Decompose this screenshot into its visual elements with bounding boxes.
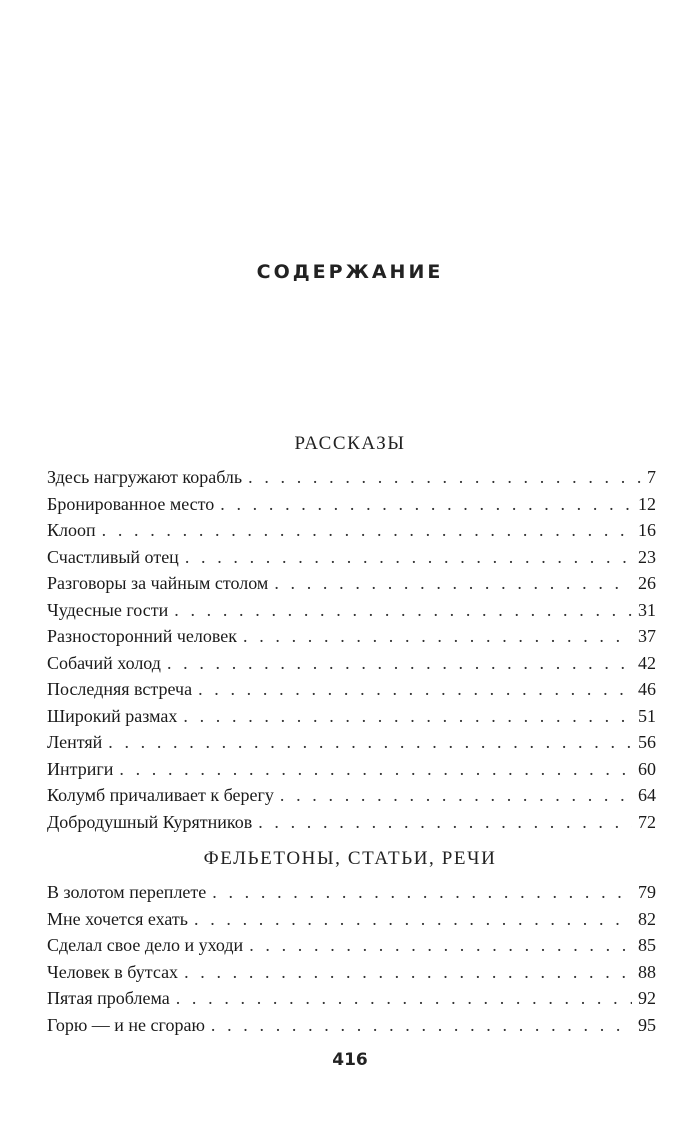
toc-entry-title: В золотом переплете [47,882,207,902]
dot-leader [274,570,632,597]
toc-entry-title: Чудесные гости [47,599,169,620]
toc-entry-title: Горю — и не сгораю [47,1014,205,1035]
toc-entry [47,729,656,756]
dot-leader [176,985,632,1012]
toc-entry-title: Мне хочется ехать [47,908,188,929]
toc-list-feuilletons [47,879,656,1038]
toc-entry [47,782,656,809]
toc-entry-title: Разговоры за чайным столом [47,573,269,593]
section-heading-feuilletons: ФЕЛЬЕТОНЫ, СТАТЬИ, РЕЧИ [203,848,497,869]
toc-entry-title: Человек в бутсах [47,961,179,982]
toc-entry-title: Здесь нагружают корабль [47,467,243,487]
toc-entry-page: 23 [638,546,656,567]
section-heading-stories: РАССКАЗЫ [294,433,406,454]
toc-entry-page: 82 [638,908,656,929]
dot-leader [249,932,632,959]
toc-entry-title: Добродушный Курятников [47,811,253,832]
toc-entry-page: 31 [638,599,656,620]
toc-entry-page: 72 [638,811,656,832]
toc-entry-page: 37 [638,626,656,646]
dot-leader [167,650,632,677]
toc-entry-title: Последняя встреча [47,679,193,699]
dot-leader [119,756,632,783]
toc-entry-page: 64 [638,785,656,805]
toc-entry [47,464,656,491]
toc-entry [47,1012,656,1039]
toc-entry [47,959,656,986]
dot-leader [108,729,632,756]
dot-leader [248,464,641,491]
toc-entry-title: Сделал свое дело и уходи [47,935,244,955]
toc-entry-title: Интриги [47,758,114,779]
toc-entry [47,985,656,1012]
toc-entry [47,932,656,959]
toc-entry-title: Клооп [47,520,96,540]
dot-leader [174,597,632,624]
toc-entry-page: 46 [638,679,656,699]
dot-leader [184,959,632,986]
dot-leader [183,703,632,730]
toc-entry [47,809,656,836]
dot-leader [243,623,632,650]
toc-entry [47,597,656,624]
dot-leader [194,906,632,933]
dot-leader [258,809,632,836]
toc-entry-page: 26 [638,573,656,593]
toc-entry [47,491,656,518]
toc-entry [47,879,656,906]
toc-list-stories [47,464,656,835]
dot-leader [211,1012,632,1039]
toc-entry-page: 42 [638,652,656,673]
toc-entry-title: Счастливый отец [47,546,179,567]
page-title: содержание [256,254,444,285]
toc-entry-page: 56 [638,732,656,752]
toc-entry-page: 51 [638,705,656,726]
toc-entry-title: Пятая проблема [47,988,170,1008]
toc-entry-page: 16 [638,520,656,540]
toc-entry [47,570,656,597]
toc-entry-title: Колумб причаливает к берегу [47,785,274,805]
toc-entry-page: 85 [638,935,656,955]
toc-entry-page: 12 [638,493,656,514]
toc-entry-page: 95 [638,1014,656,1035]
toc-entry [47,623,656,650]
dot-leader [220,491,632,518]
dot-leader [102,517,632,544]
dot-leader [198,676,632,703]
toc-entry-title: Собачий холод [47,652,161,673]
toc-entry [47,544,656,571]
toc-entry [47,703,656,730]
dot-leader [212,879,632,906]
dot-leader [185,544,632,571]
toc-entry-page: 79 [638,882,656,902]
dot-leader [280,782,632,809]
toc-entry-title: Бронированное место [47,493,215,514]
toc-entry [47,756,656,783]
toc-entry [47,676,656,703]
toc-entry-title: Разносторонний человек [47,626,237,646]
toc-entry-page: 60 [638,758,656,779]
toc-entry-title: Широкий размах [47,705,178,726]
toc-entry-page: 7 [647,467,656,487]
toc-entry [47,517,656,544]
toc-entry-page: 88 [638,961,656,982]
toc-entry-page: 92 [638,988,656,1008]
page-number: 416 [332,1050,368,1070]
toc-entry-title: Лентяй [47,732,103,752]
toc-entry [47,906,656,933]
toc-entry [47,650,656,677]
